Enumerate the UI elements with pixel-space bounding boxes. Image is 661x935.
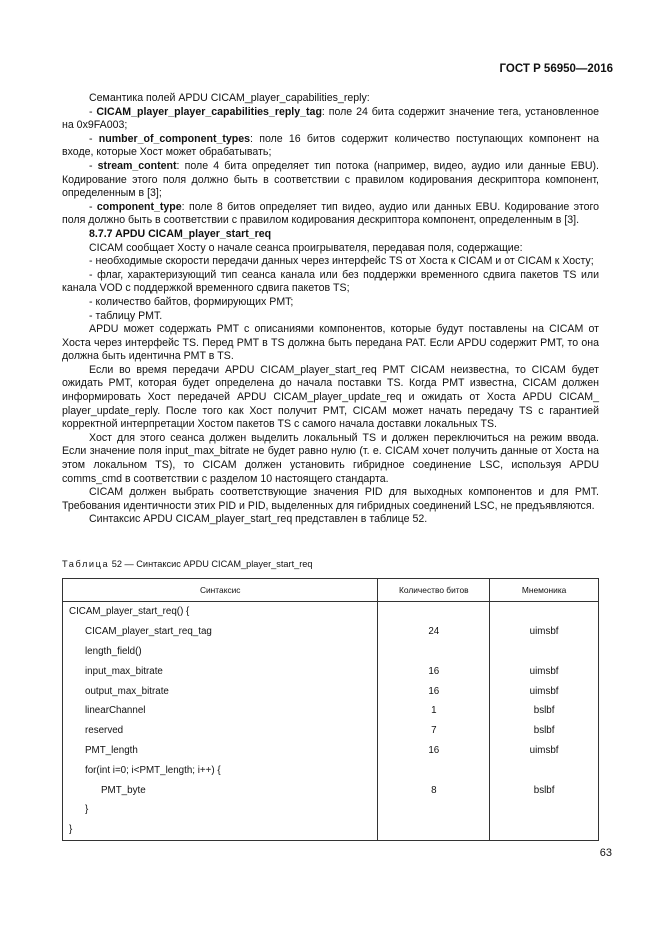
field-description: - stream_content: поле 4 бита определяет тип потока (например, видео, аудио или данные EBU). Кодирование этого поля должно быть в соответствии с правилом кодирования дескриптора компонент, определенным в [3]; [62,159,599,200]
table-row [63,681,599,701]
table-row [63,741,599,761]
syntax-cell: linearChannel [63,701,378,721]
caption-label: Таблица [62,559,110,569]
bits-cell: 16 [378,661,490,681]
mnemonic-cell: uimsbf [490,741,599,761]
mnemonic-cell: bslbf [490,721,599,741]
mnemonic-cell [490,800,599,820]
syntax-cell: PMT_length [63,741,378,761]
bits-cell [378,760,490,780]
table-row [63,602,599,622]
bits-cell: 16 [378,681,490,701]
semantics-intro: Семантика полей APDU CICAM_player_capabilities_reply: [89,92,370,104]
caption-text: 52 — Синтаксис APDU CICAM_player_start_req [109,559,313,569]
syntax-cell: PMT_byte [63,780,378,800]
mnemonic-cell: bslbf [490,701,599,721]
field-name: stream_content [97,159,177,172]
field-description: - CICAM_player_player_capabilities_reply_tag: поле 24 бита содержит значение тега, установленное на 0x9FA003; [62,105,599,132]
bits-cell: 16 [378,741,490,761]
field-text: : поле 8 битов определяет тип видео, аудио или данных EBU. Кодирование этого поля должно быть в соответствии с правилом кодирования дескриптора компонент, определенным в [3]. [62,200,599,227]
table-row [63,701,599,721]
table-header-row [63,579,599,602]
field-name: component_type [96,200,182,213]
paragraph: CICAM сообщает Хосту о начале сеанса проигрывателя, передавая поля, содержащие: [89,241,523,254]
paragraph: Синтаксис APDU CICAM_player_start_req представлен в таблице 52. [89,513,428,526]
table-row [63,721,599,741]
body-text [62,92,599,527]
syntax-cell: output_max_bitrate [63,681,378,701]
field-description: - component_type: поле 8 битов определяет тип видео, аудио или данных EBU. Кодирование этого поля должно быть в соответствии с правилом кодирования дескриптора компонент, определенным в [3]. [62,200,599,227]
mnemonic-cell [490,760,599,780]
section-title: 8.7.7 APDU CICAM_player_start_req [89,227,272,240]
bits-cell: 7 [378,721,490,741]
list-item: - таблицу PMT. [89,309,163,322]
syntax-cell: for(int i=0; i<PMT_length; i++) { [63,760,378,780]
bits-cell: 1 [378,701,490,721]
syntax-cell: input_max_bitrate [63,661,378,681]
table-row [63,661,599,681]
field-name: number_of_component_types [98,132,251,145]
bits-cell [378,602,490,622]
table-row [63,622,599,642]
paragraph: Хост для этого сеанса должен выделить локальный TS и должен переключиться на режим ввода. Если значение поля input_max_bitrate не будет равно нулю (т. е. CICAM хочет получить данные от Хоста на этом локальном TS), то CICAM должен установить гибридное соединение LSC, используя APDU comms_cmd в соответствии с разделом 10 настоящего стандарта. [62,431,599,485]
header-syntax: Синтаксис [63,579,378,602]
mnemonic-cell: uimsbf [490,681,599,701]
mnemonic-cell: uimsbf [490,622,599,642]
bits-cell [378,820,490,840]
mnemonic-cell [490,642,599,662]
page-number: 63 [599,847,612,859]
syntax-cell: reserved [63,721,378,741]
syntax-cell: } [63,820,378,840]
paragraph: APDU может содержать PMT с описаниями компонентов, которые будут поставлены на CICAM от Хоста через интерфейс TS. Перед PMT в TS должна быть передана PAT. Если APDU содержит PMT, то она должна быть идентична PMT в TS. [62,323,599,363]
bits-cell [378,800,490,820]
header-mnemonic: Мнемоника [490,579,599,602]
table-row [63,780,599,800]
syntax-table [62,578,599,841]
bits-cell: 8 [378,780,490,800]
mnemonic-cell: uimsbf [490,661,599,681]
syntax-cell: length_field() [63,642,378,662]
bits-cell: 24 [378,622,490,642]
table-caption [62,559,313,569]
table-row [63,820,599,840]
paragraph: CICAM должен выбрать соответствующие значения PID для выходных компонентов и для PMT. Требования идентичности этих PID и PID, выделенных для гибридных соединений LSC, не предъявляются. [62,486,599,512]
header-bits: Количество битов [378,579,490,602]
syntax-cell: } [63,800,378,820]
field-name: CICAM_player_player_capabilities_reply_tag [96,105,322,118]
mnemonic-cell [490,820,599,840]
table-row [63,642,599,662]
document-code: ГОСТ Р 56950—2016 [499,63,613,75]
field-text: : поле 24 бита содержит значение тега, установленное на 0x9FA003; [62,105,599,132]
table-row [63,760,599,780]
mnemonic-cell: bslbf [490,780,599,800]
list-item: - количество байтов, формирующих PMT; [89,295,294,308]
syntax-cell: CICAM_player_start_req() { [63,602,378,622]
field-description: - number_of_component_types: поле 16 битов содержит количество поступающих компонент на входе, которые Хост может обрабатывать; [62,132,599,159]
field-text: : поле 4 бита определяет тип потока (например, видео, аудио или данные EBU). Кодирование этого поля должно быть в соответствии с правилом кодирования дескриптора компонент, определенным в [3]; [62,159,599,200]
table-row [63,800,599,820]
field-text: : поле 16 битов содержит количество поступающих компонент на входе, которые Хост может обрабатывать; [62,132,599,159]
list-item: - флаг, характеризующий тип сеанса канала или без поддержки временного сдвига пакетов TS или канала VOD с поддержкой временного сдвига пакетов TS; [62,268,599,295]
paragraph: Если во время передачи APDU CICAM_player_start_req PMT CICAM неизвестна, то CICAM будет ожидать PMT, которая будет определена до начала поставки TS. Когда PMT известна, CICAM должен информировать Хост передачей APDU CICAM_player_update_req и ожидать от Хоста APDU CICAM_ player_update_reply. После того как Хост получит PMT, CICAM может начать передачу TS с гарантией корректной интерпретации Хостом пакетов TS с самого начала доставки локальных TS. [62,363,599,431]
list-item: - необходимые скорости передачи данных через интерфейс TS от Хоста к CICAM и от CICAM к Хосту; [89,255,594,268]
mnemonic-cell [490,602,599,622]
syntax-cell: CICAM_player_start_req_tag [63,622,378,642]
bits-cell [378,642,490,662]
